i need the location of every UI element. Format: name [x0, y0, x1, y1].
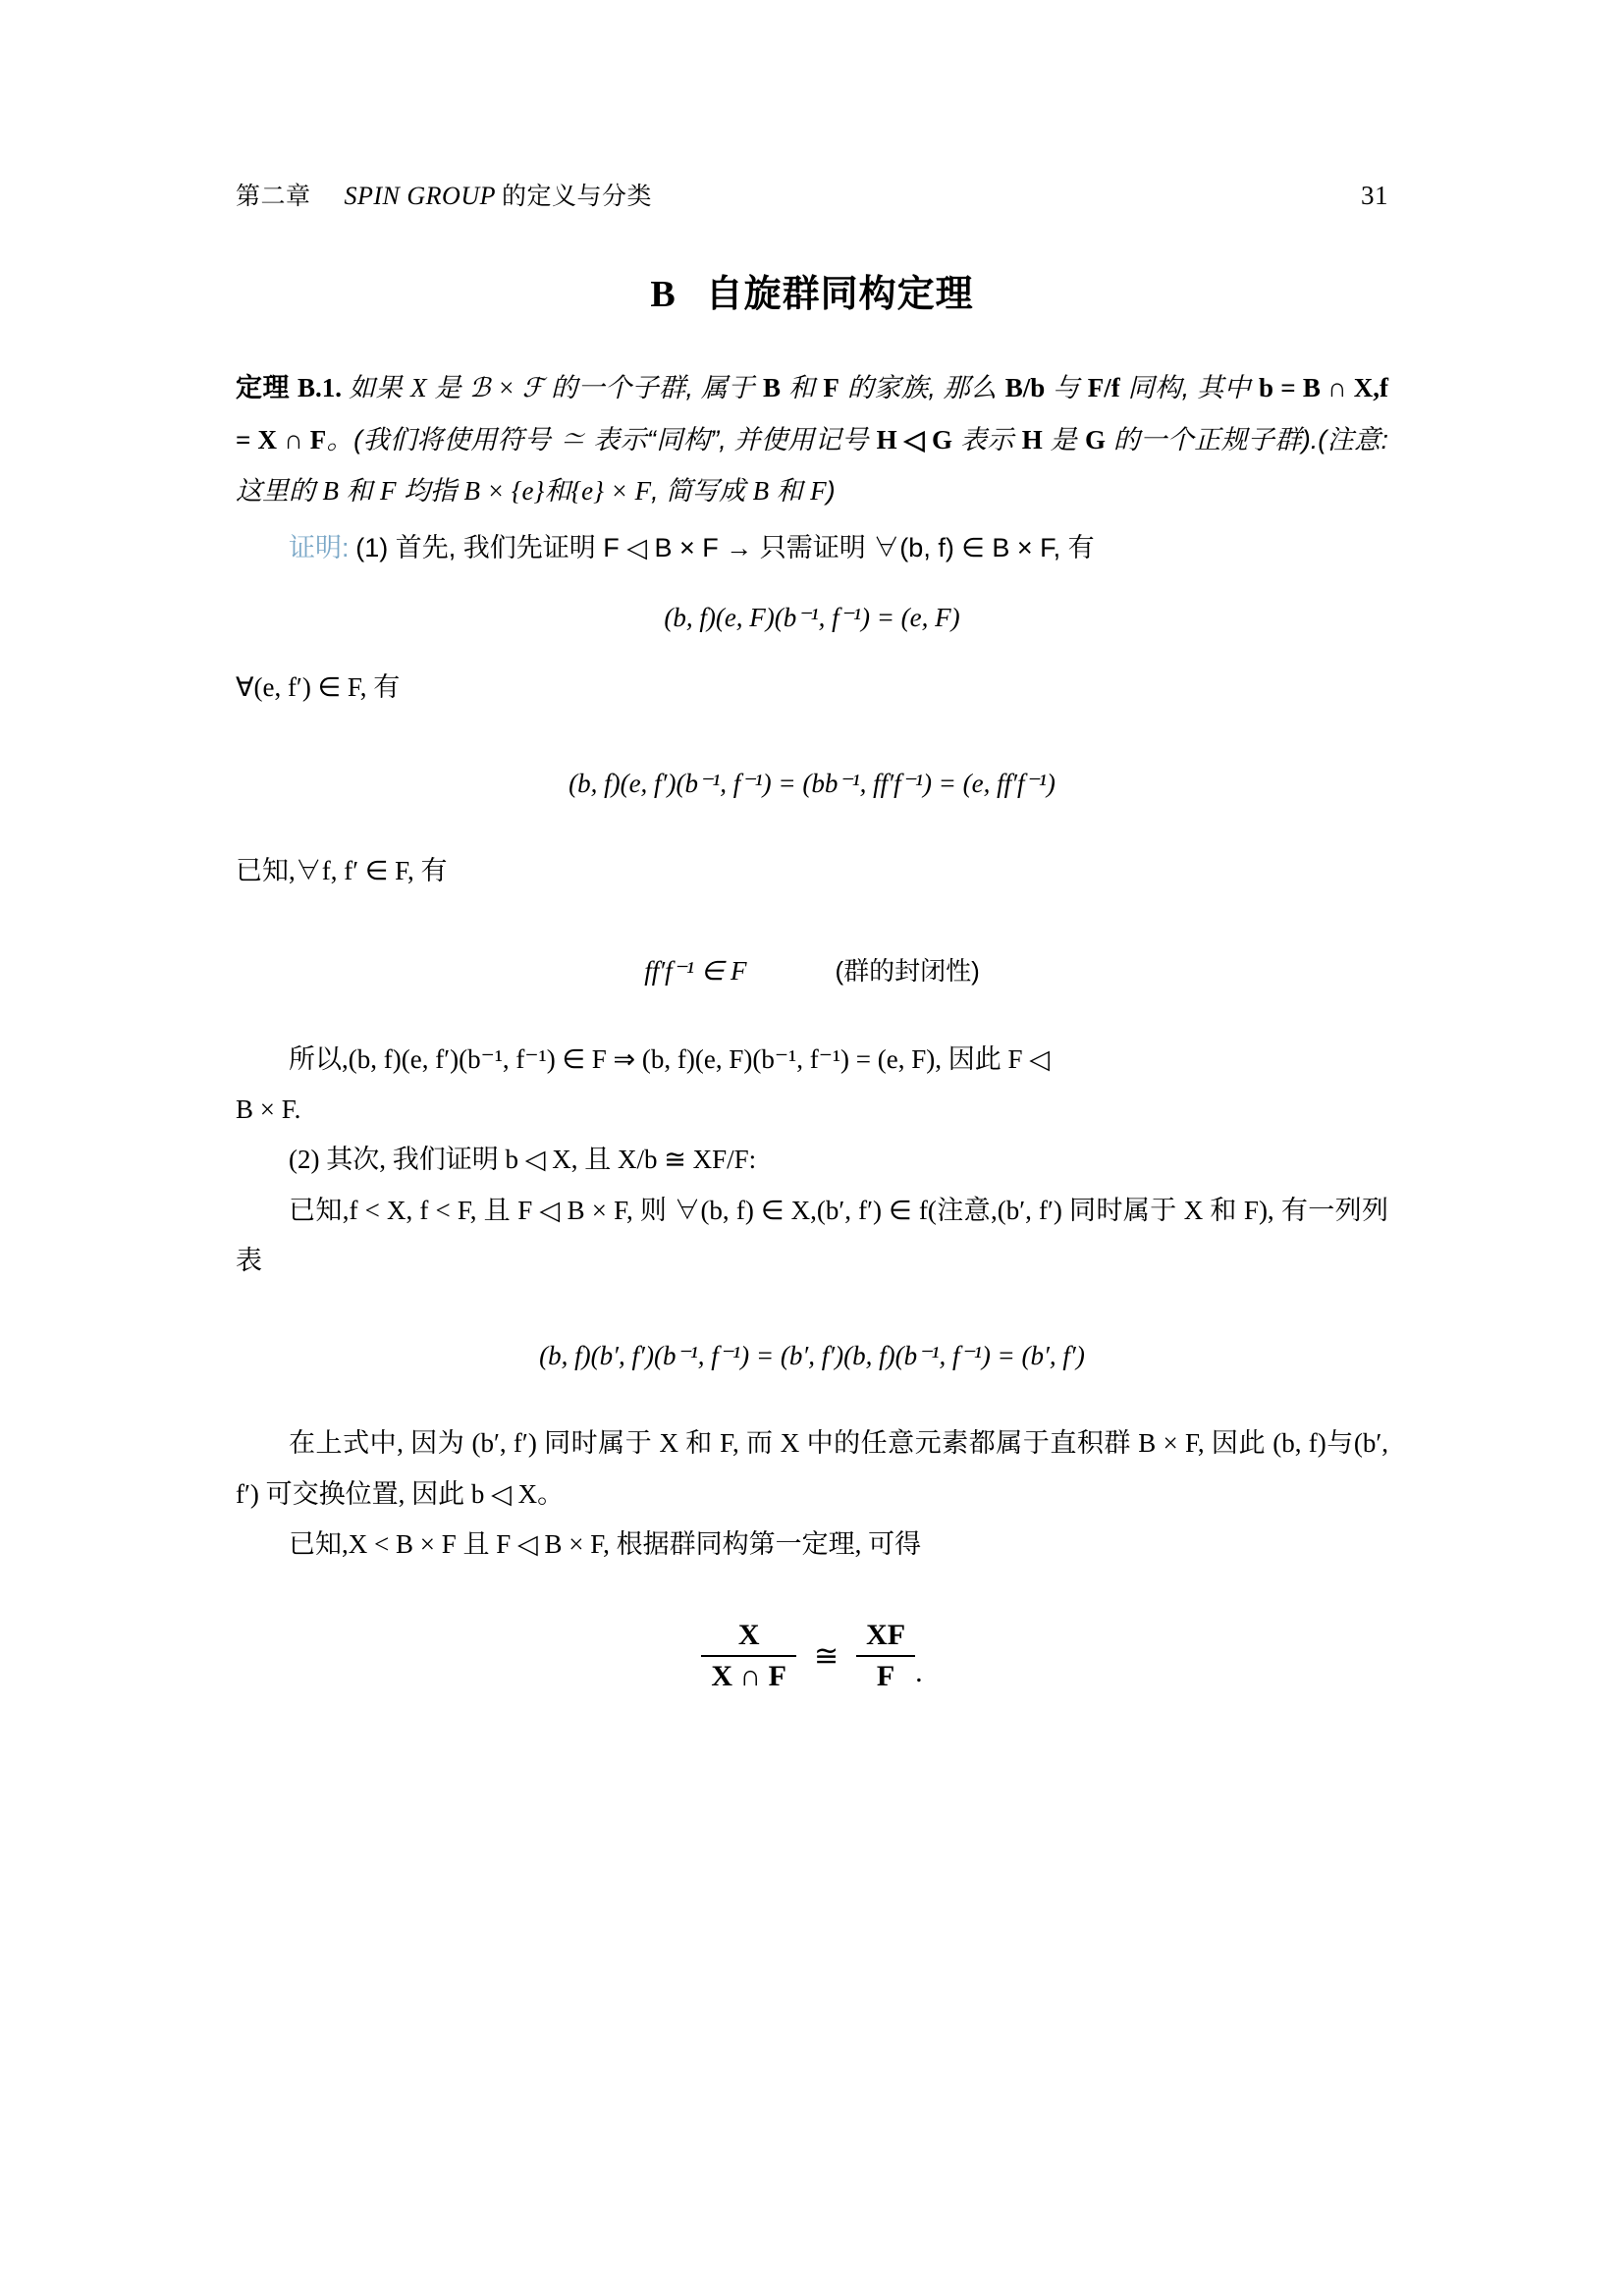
theorem-text-10: 是 [1042, 424, 1085, 454]
equation-5 [236, 1619, 1388, 1693]
theorem-text-11: 的一个正规子群).(注意: 这里的 [236, 424, 1388, 507]
theorem-sym-F-bold: F [823, 373, 839, 402]
proof-line-4b: B × F. [236, 1095, 301, 1125]
equation-4: (b, f)(b′, f′)(b⁻¹, f⁻¹) = (b′, f′)(b, f)(b⁻¹, f⁻¹) = (b′, f′) [539, 1341, 1085, 1371]
equation-5-denominator: X ∩ F [711, 1660, 786, 1693]
page-number: 31 [1361, 181, 1388, 210]
theorem-sym-Ff: F/f [1087, 373, 1120, 402]
theorem-sym-Bb: B/b [1004, 373, 1046, 402]
equation-1: (b, f)(e, F)(b⁻¹, f⁻¹) = (e, F) [664, 603, 960, 633]
running-head-title [345, 177, 653, 212]
equation-2: (b, f)(e, f′)(b⁻¹, f⁻¹) = (bb⁻¹, ff′f⁻¹) = (e, ff′f⁻¹) [568, 768, 1056, 798]
theorem-sym-Be: B × {e} [463, 476, 545, 507]
proof-line-1 [236, 523, 1388, 573]
proof-line-8: 已知,X < B × F 且 F ◁ B × F, 根据群同构第一定理, 可得 [289, 1528, 922, 1559]
theorem-text-16: 和 [769, 476, 811, 507]
theorem-sym-B: B [322, 476, 340, 507]
proof-line-1-text: (1) 首先, 我们先证明 F ◁ B × F → 只需证明 ∀(b, f) ∈ B × F, 有 [355, 532, 1095, 562]
equation-5-right-fraction [856, 1619, 915, 1693]
theorem-number: B.1. [297, 373, 342, 402]
equation-5-cong-symbol: ≅ [813, 1639, 839, 1673]
equation-5-numerator: X [701, 1619, 796, 1657]
proof-line-5: (2) 其次, 我们证明 b ◁ X, 且 X/b ≅ XF/F: [289, 1145, 757, 1175]
theorem-sym-eF: {e} × F [570, 476, 652, 507]
equation-5-left-fraction [701, 1619, 796, 1693]
theorem-sym-H: H [1021, 424, 1043, 454]
proof-line-7: 在上式中, 因为 (b′, f′) 同时属于 X 和 F, 而 X 中的任意元素都属于直积群 B × F, 因此 (b, f)与(b′, f′) 可交换位置, 因此 b ◁ X。 [236, 1428, 1388, 1509]
equation-5-denominator-2: F [876, 1660, 895, 1693]
equation-3-expr: ff′f⁻¹ ∈ F [644, 955, 747, 986]
theorem-sym-HG: H ◁ G [876, 424, 953, 454]
running-head-title-italic: SPIN GROUP [344, 182, 496, 210]
theorem-eq-b: b = B ∩ X, [1259, 373, 1380, 402]
theorem-sym-BF: ℬ × ℱ [469, 373, 544, 402]
theorem-text-9: 表示 [952, 424, 1022, 454]
theorem-text-3: 的一个子群, 属于 [543, 373, 763, 402]
theorem-text-7: 同构, 其中 [1119, 373, 1260, 402]
proof-line-3: 已知,∀f, f′ ∈ F, 有 [236, 855, 448, 885]
theorem-text-12: 和 [339, 476, 381, 507]
theorem-text-13: 均指 [396, 476, 464, 507]
theorem-text-6: 与 [1045, 373, 1088, 402]
theorem-sym-G: G [1084, 424, 1106, 454]
equation-5-period: . [915, 1656, 923, 1689]
theorem-head: 定理 [236, 373, 290, 402]
section-label: B [650, 274, 677, 315]
theorem-text-4: 和 [780, 373, 824, 402]
theorem-sym-F: F [380, 476, 397, 507]
running-head-title-cn: 的定义与分类 [502, 183, 653, 210]
proof-line-6: 已知,f < X, f < F, 且 F ◁ B × F, 则 ∀(b, f) ∈ X,(b′, f′) ∈ f(注意,(b′, f′) 同时属于 X 和 F), 有一列列表 [236, 1195, 1388, 1275]
proof-label: 证明: [289, 532, 350, 562]
theorem-sym-B-bold: B [762, 373, 781, 402]
theorem-text-8: 。(我们将使用符号 ≃ 表示“同构”, 并使用记号 [326, 424, 877, 454]
theorem-sym-X: X [410, 373, 427, 402]
theorem-block [236, 362, 1388, 517]
running-head-left [236, 177, 652, 212]
theorem-text-2: 是 [426, 373, 470, 402]
running-head-chapter: 第二章 [236, 183, 311, 210]
theorem-text-15: , 简写成 [651, 476, 753, 507]
proof-line-2: ∀(e, f′) ∈ F, 有 [236, 672, 401, 703]
theorem-text-5: 的家族, 那么 [839, 373, 1005, 402]
theorem-sym-F2: F [810, 476, 827, 507]
theorem-text-1: 如果 [349, 373, 411, 402]
theorem-sym-B2: B [752, 476, 770, 507]
equation-3-note: (群的封闭性) [835, 955, 980, 986]
running-head [236, 177, 1388, 212]
section-heading [236, 263, 1388, 317]
theorem-text-17: ) [826, 476, 836, 507]
equation-3 [236, 951, 1388, 988]
theorem-text-14: 和 [544, 476, 571, 507]
section-title-text: 自旋群同构定理 [705, 274, 974, 315]
theorem-eq-f: f = X ∩ F [236, 373, 1388, 454]
proof-line-4: 所以,(b, f)(e, f′)(b⁻¹, f⁻¹) ∈ F ⇒ (b, f)(e, F)(b⁻¹, f⁻¹) = (e, F), 因此 F ◁ [289, 1043, 1051, 1074]
equation-5-numerator-2: XF [856, 1619, 915, 1657]
